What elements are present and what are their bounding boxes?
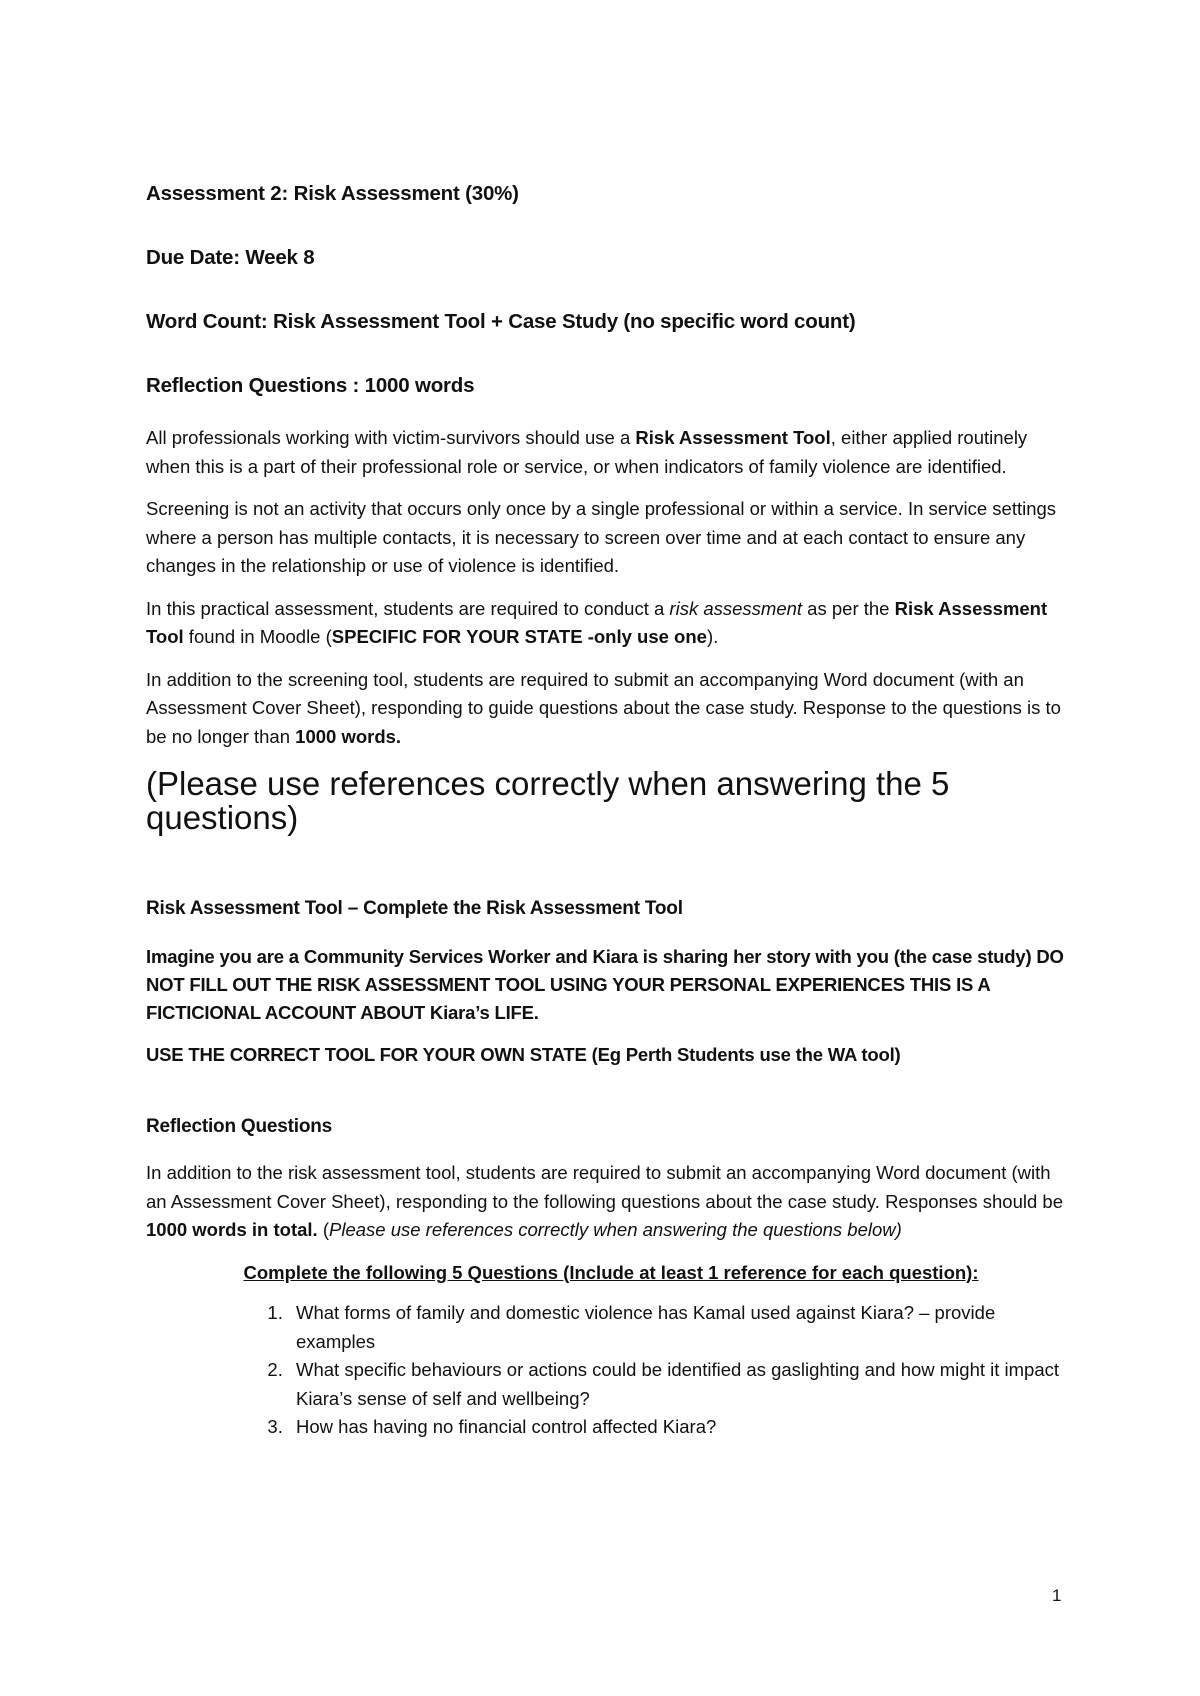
reflection-paragraph: [146, 1159, 1076, 1245]
intro-p3-text-e: found in Moodle (: [183, 626, 332, 647]
reflection-text-a: In addition to the risk assessment tool, students are required to submit an accompanying Word document (with an Assessment Cover Sheet), responding to the following questions about the case study. Responses should be: [146, 1162, 1063, 1212]
intro-p3-bold-tool: Risk Assessment Tool: [146, 597, 1048, 647]
intro-p3-text-c: as per the: [802, 597, 895, 619]
intro-paragraph-4: [146, 666, 1076, 752]
assessment-title: Assessment 2: Risk Assessment (30%): [146, 182, 519, 205]
intro-paragraph-3: [146, 595, 1076, 652]
intro-p1-bold: Risk Assessment Tool: [635, 427, 831, 448]
intro-p3-bold-state: SPECIFIC FOR YOUR STATE -only use one: [331, 626, 707, 647]
intro-p3-text-a: In this practical assessment, students are required to conduct a: [146, 597, 670, 619]
reflection-bold-words: 1000 words in total.: [146, 1219, 318, 1240]
intro-p3-italic: risk assessment: [669, 597, 803, 619]
reflection-text-c: (: [317, 1219, 329, 1240]
document-body: [146, 180, 1076, 1442]
question-item: 1. What forms of family and domestic violence has Kamal used against Kiara? – provide examples: [288, 1299, 1076, 1356]
word-count: Word Count: Risk Assessment Tool + Case Study (no specific word count): [146, 310, 856, 333]
due-date: Due Date: Week 8: [146, 246, 315, 269]
questions-list: [146, 1299, 1076, 1442]
state-tool-note: USE THE CORRECT TOOL FOR YOUR OWN STATE (Eg Perth Students use the WA tool): [146, 1044, 901, 1065]
intro-p1-text-a: All professionals working with victim-survivors should use a: [146, 427, 636, 448]
question-item: 3. How has having no financial control affected Kiara?: [288, 1413, 1076, 1442]
page-number: 1: [1052, 1586, 1062, 1605]
imagine-instruction: Imagine you are a Community Services Worker and Kiara is sharing her story with you (the case study) DO NOT FILL OUT THE RISK ASSESSMENT TOOL USING YOUR PERSONAL EXPERIENCES THIS IS A FICTICIONAL ACCOUNT ABOUT Kiara’s LIFE.: [146, 946, 1064, 1023]
intro-p4-text-a: In addition to the screening tool, students are required to submit an accompanying Word document (with an Assessment Cover Sheet), responding to guide questions about the case study. Response to the questions is to be no longer than: [146, 668, 1061, 747]
questions-heading: Complete the following 5 Questions (Include at least 1 reference for each question):: [243, 1261, 979, 1283]
reflection-word-count: Reflection Questions : 1000 words: [146, 374, 475, 397]
intro-p1-text-c: , either applied routinely when this is a part of their professional role or service, or when indicators of family violence are identified.: [146, 427, 1028, 477]
references-note: (Please use references correctly when answering the 5 questions): [146, 765, 950, 836]
question-item: 2. What specific behaviours or actions could be identified as gaslighting and how might it impact Kiara’s sense of self and wellbeing?: [288, 1356, 1076, 1413]
intro-paragraph-2: Screening is not an activity that occurs only once by a single professional or within a service. In service settings where a person has multiple contacts, it is necessary to screen over time and at each contact to ensure any changes in the relationship or use of violence is identified.: [146, 498, 1057, 576]
spacer: [146, 1083, 1076, 1113]
reflection-heading: Reflection Questions: [146, 1116, 333, 1137]
reflection-italic: Please use references correctly when answering the questions below): [329, 1219, 902, 1240]
tool-section-heading: Risk Assessment Tool – Complete the Risk Assessment Tool: [146, 898, 683, 919]
intro-p3-text-g: ).: [706, 626, 719, 647]
intro-paragraph-1: [146, 424, 1076, 481]
intro-p4-bold: 1000 words.: [295, 725, 402, 747]
